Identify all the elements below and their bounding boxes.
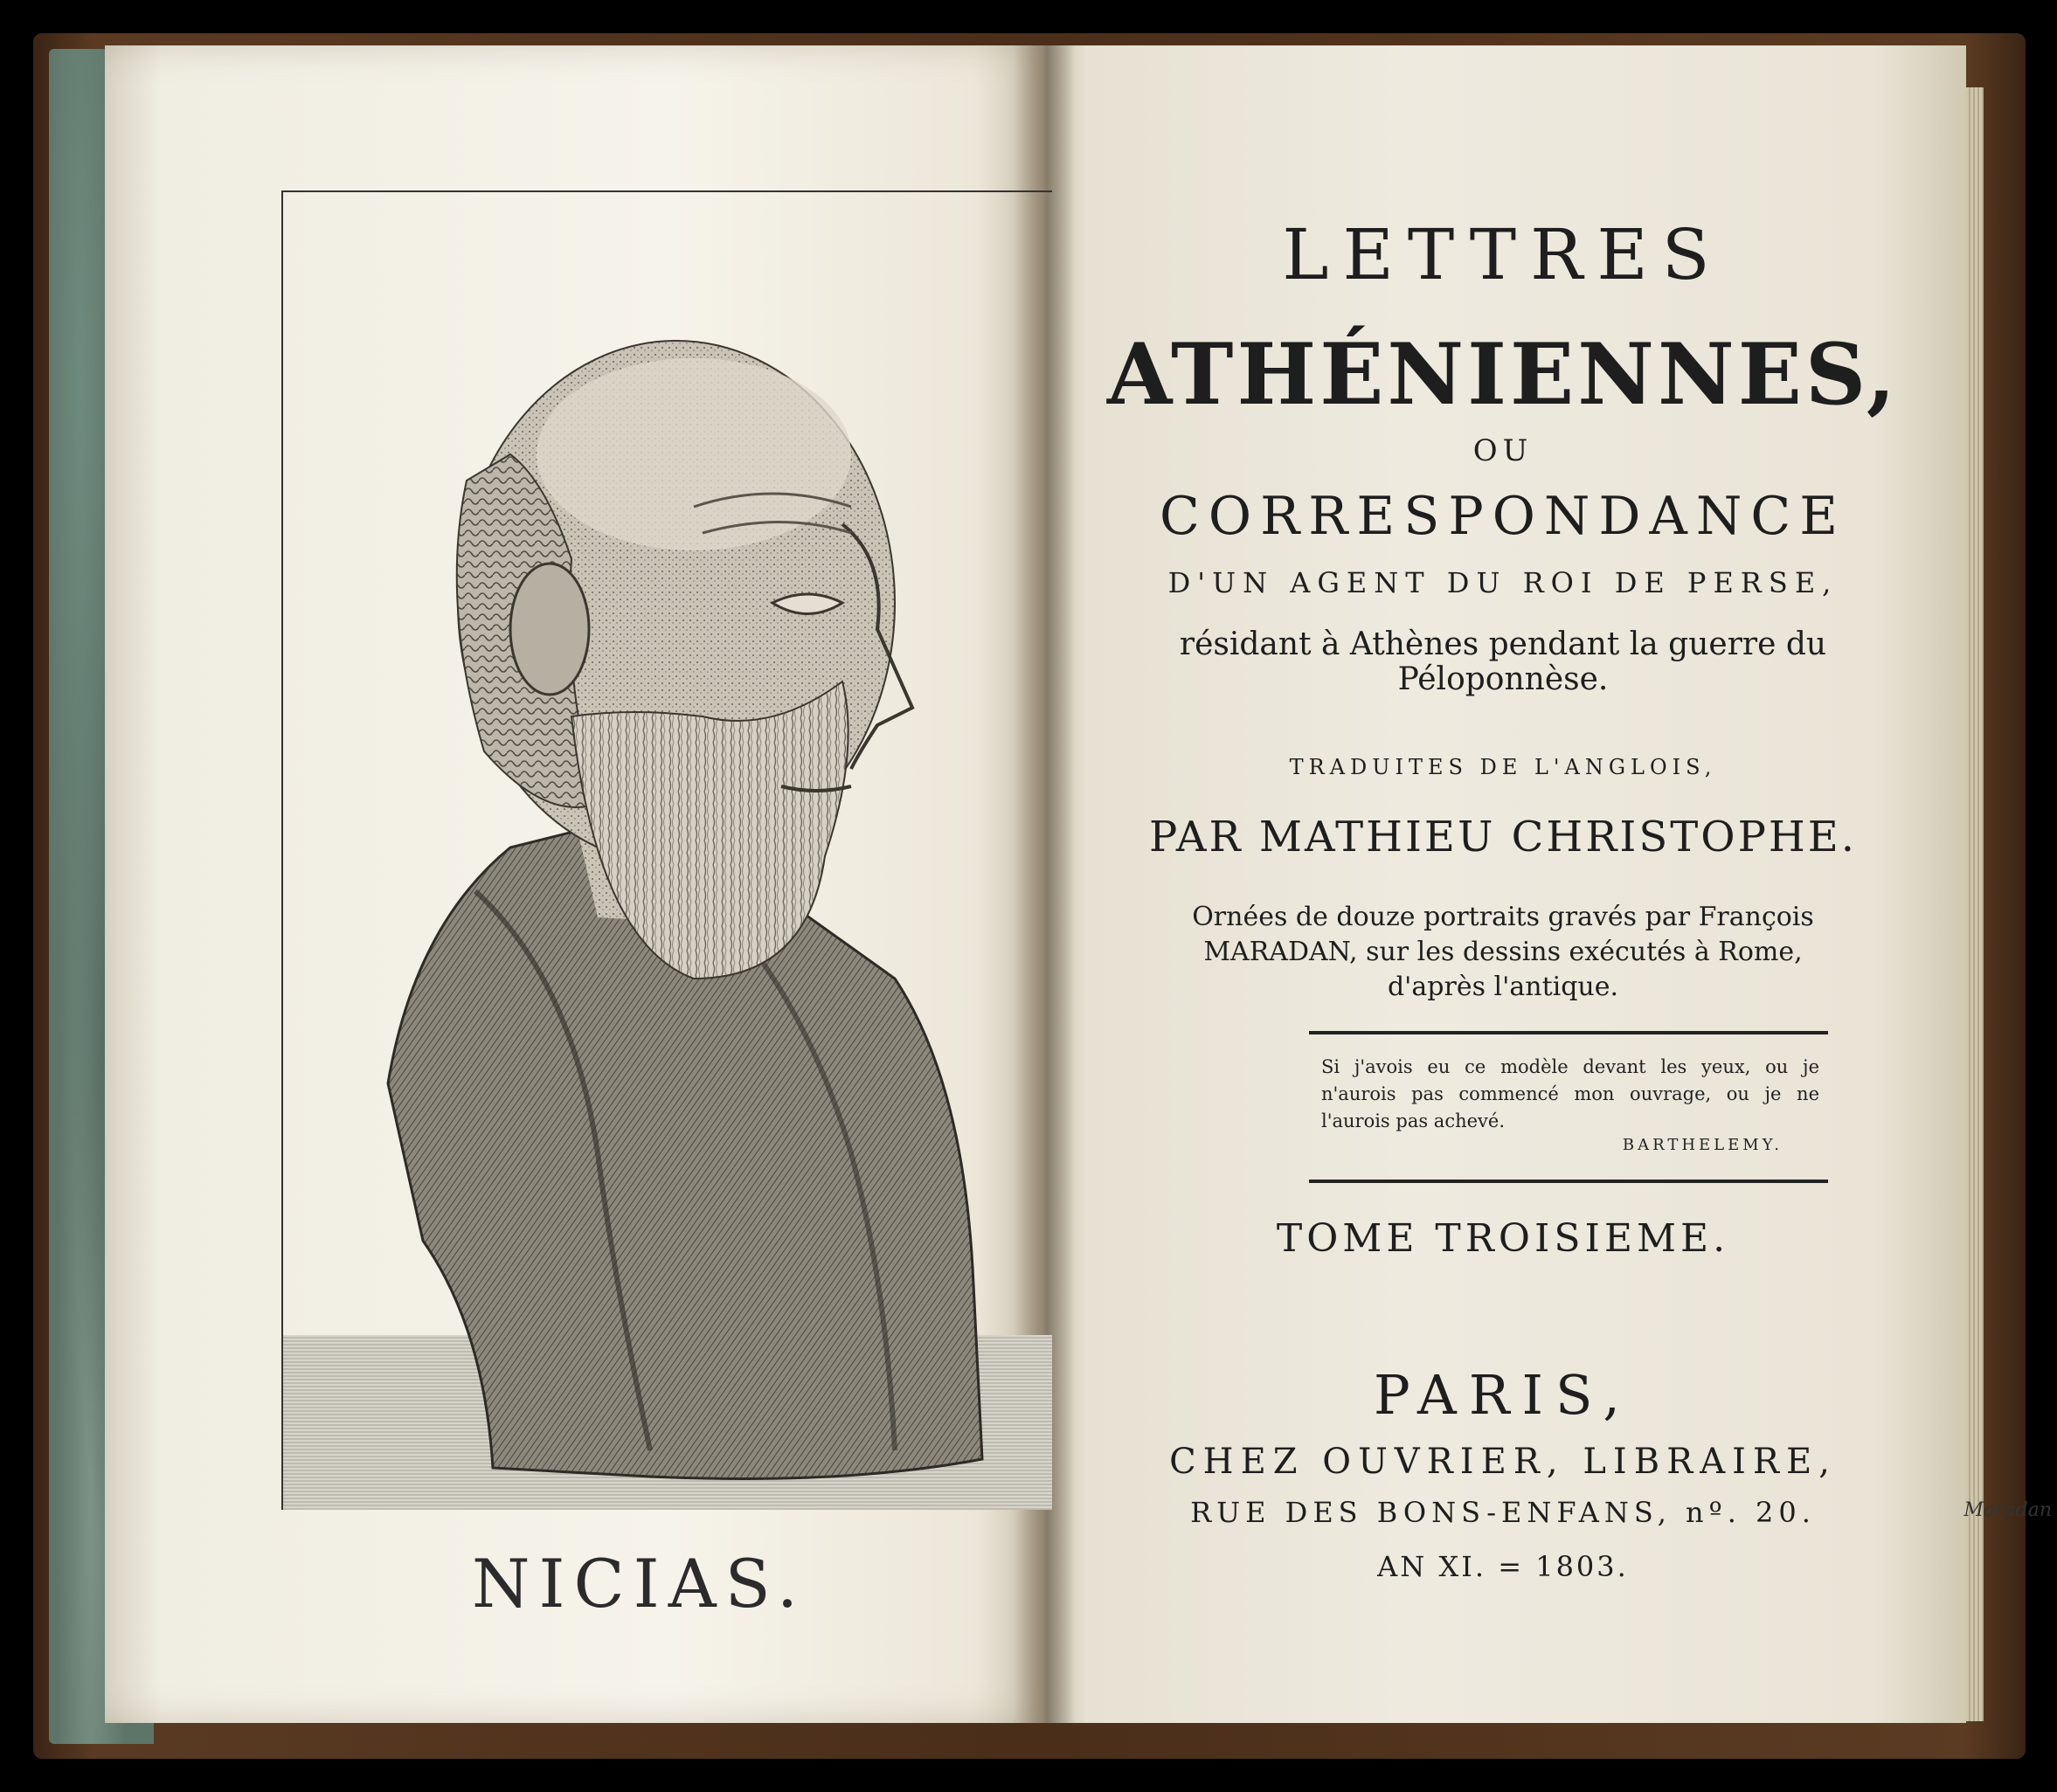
illustrations-note: Ornées de douze portraits gravés par François MARADAN, sur les dessins exécutés à Rome, d'après l'antique.: [1192, 902, 1814, 1002]
translation-note: TRADUITES DE L'ANGLOIS,: [1289, 755, 1717, 779]
epigraph-rule-top: [1309, 1031, 1828, 1034]
epigraph-rule-bottom: [1309, 1180, 1828, 1183]
subtitle: CORRESPONDANCE: [1159, 486, 1847, 547]
imprint-city: PARIS,: [1374, 1363, 1632, 1427]
bust-engraving: [283, 192, 1052, 1510]
plate-caption: NICIAS.: [472, 1545, 807, 1622]
engraver-signature: Maradan: [1964, 1499, 2052, 1521]
imprint-address: RUE DES BONS-ENFANS, nº. 20.: [1190, 1496, 1816, 1529]
imprint-date: AN XI. = 1803.: [1377, 1550, 1629, 1583]
frontispiece-plate: [281, 190, 1052, 1510]
epigraph-author: BARTHELEMY.: [1622, 1136, 1783, 1154]
volume: TOME TROISIEME.: [1276, 1216, 1730, 1261]
title-connector: OU: [1472, 433, 1534, 468]
title-line-1: LETTRES: [1282, 214, 1724, 295]
translator: PAR MATHIEU CHRISTOPHE.: [1148, 813, 1858, 861]
title-line-2: ATHÉNIENNES,: [1106, 325, 1900, 424]
imprint-publisher: CHEZ OUVRIER, LIBRAIRE,: [1169, 1442, 1837, 1482]
description: résidant à Athènes pendant la guerre du Péloponnèse.: [1179, 626, 1827, 697]
subtitle-line-2: D'UN AGENT DU ROI DE PERSE,: [1167, 566, 1839, 599]
epigraph: Si j'avois eu ce modèle devant les yeux, ou je n'aurois pas commencé mon ouvrage, ou je ne l'aurois pas achevé.: [1321, 1056, 1819, 1131]
